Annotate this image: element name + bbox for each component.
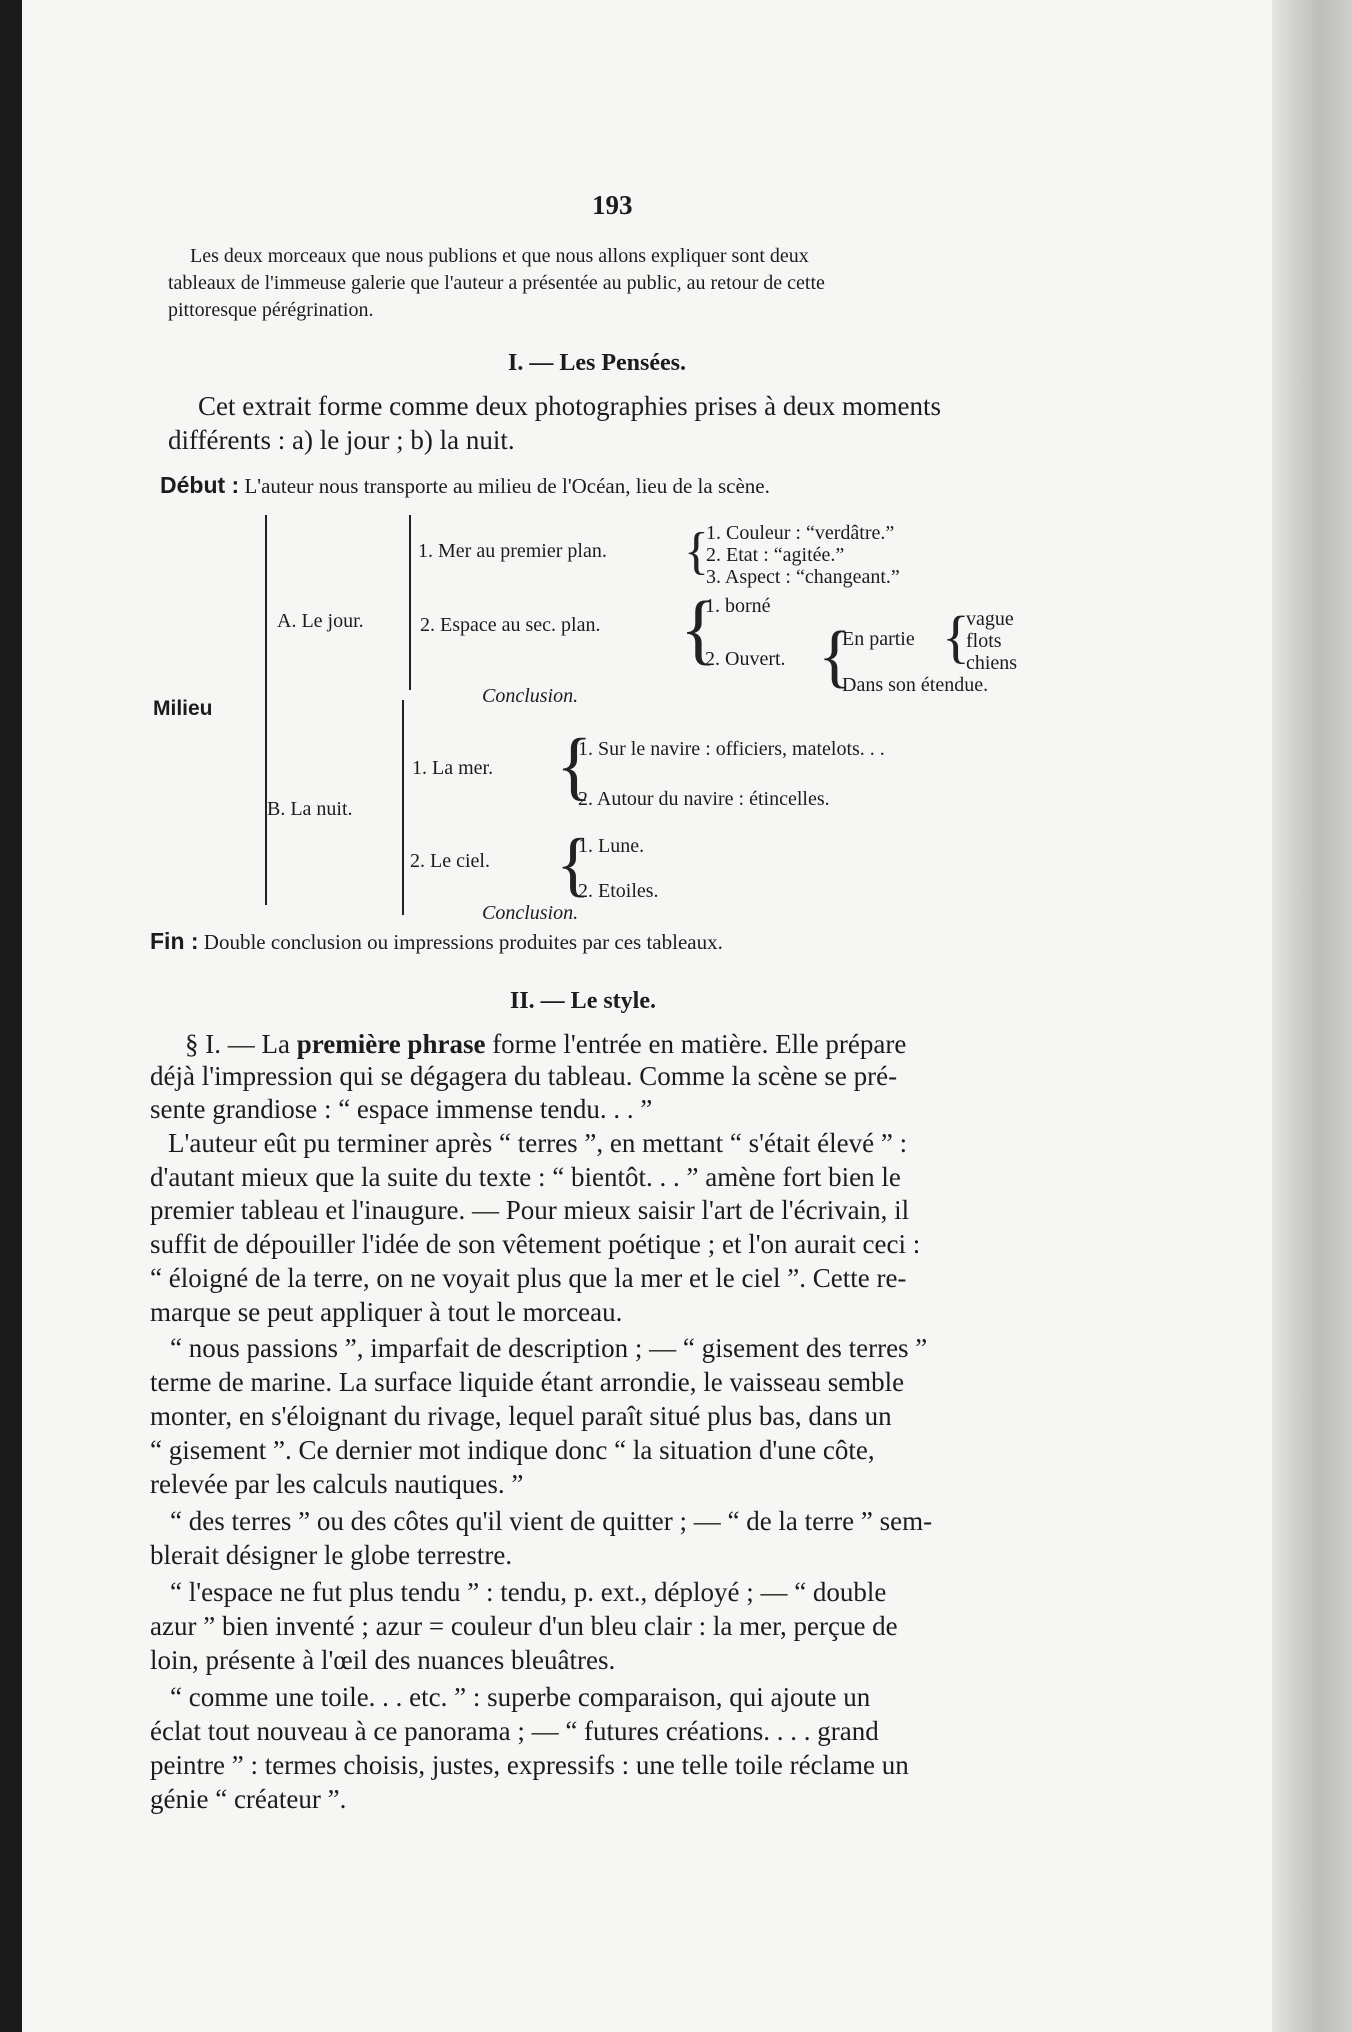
milieu-label: Milieu: [153, 697, 213, 720]
intro-line: Les deux morceaux que nous publions et que nous allons expliquer sont deux: [190, 245, 809, 267]
nuit-label: B. La nuit.: [267, 798, 353, 820]
fin-text: Double conclusion ou impressions produites par ces tableaux.: [203, 930, 723, 954]
etendue-item: Dans son étendue.: [842, 674, 989, 696]
nuit-conclusion: Conclusion.: [482, 902, 579, 924]
style-line: d'autant mieux que la suite du texte : “ bientôt. . . ” amène fort bien le: [150, 1162, 901, 1192]
style-para-rest: forme l'entrée en matière. Elle prépare: [485, 1029, 907, 1059]
brace-icon: {: [556, 724, 593, 808]
page-binding-edge: [0, 0, 22, 2032]
brace-icon: {: [684, 523, 709, 580]
intro-line: pittoresque pérégrination.: [168, 299, 374, 321]
brace-icon: {: [818, 618, 852, 695]
style-line: peintre ” : termes choisis, justes, expressifs : une telle toile réclame un: [150, 1750, 909, 1780]
mer-premier-plan: 1. Mer au premier plan.: [418, 540, 607, 562]
style-first-line: [185, 1028, 906, 1061]
style-line: marque se peut appliquer à tout le morceau.: [150, 1297, 623, 1327]
page-right-margin: [1272, 0, 1352, 2032]
style-line: “ nous passions ”, imparfait de description ; — “ gisement des terres ”: [170, 1333, 928, 1363]
style-line: “ gisement ”. Ce dernier mot indique donc “ la situation d'une côte,: [150, 1435, 875, 1465]
brace-icon: {: [942, 604, 970, 669]
debut-label: Début :: [160, 472, 240, 498]
pensees-line: différents : a) le jour ; b) la nuit.: [168, 425, 515, 455]
mer-item: 2. Etat : “agitée.”: [706, 544, 845, 566]
brace-icon: {: [680, 585, 718, 672]
style-para-prefix: § I. — La: [185, 1029, 297, 1059]
style-line: relevée par les calculs nautiques. ”: [150, 1469, 524, 1499]
en-partie-item: chiens: [966, 652, 1018, 674]
ouvert-item: 2. Ouvert.: [705, 648, 786, 670]
style-para-bold: première phrase: [296, 1029, 486, 1059]
section-title-pensees: I. — Les Pensées.: [508, 350, 686, 376]
style-line: premier tableau et l'inaugure. — Pour mieux saisir l'art de l'écrivain, il: [150, 1195, 910, 1225]
style-line: blerait désigner le globe terrestre.: [150, 1540, 513, 1570]
style-line: L'auteur eût pu terminer après “ terres ”, en mettant “ s'était élevé ” :: [168, 1128, 908, 1158]
jour-label: A. Le jour.: [277, 610, 364, 632]
style-line: “ des terres ” ou des côtes qu'il vient de quitter ; — “ de la terre ” sem-: [170, 1506, 933, 1536]
style-line: “ éloigné de la terre, on ne voyait plus que la mer et le ciel ”. Cette re-: [150, 1263, 907, 1293]
brace-icon: {: [556, 824, 591, 904]
mer-item: 1. Couleur : “verdâtre.”: [706, 522, 895, 544]
la-mer-item: 1. Sur le navire : officiers, matelots. . .: [578, 738, 885, 760]
mer-item: 3. Aspect : “changeant.”: [706, 566, 900, 588]
style-line: terme de marine. La surface liquide étant arrondie, le vaisseau semble: [150, 1367, 905, 1397]
outline-line-a: [265, 515, 267, 905]
page-number: 193: [592, 190, 633, 220]
debut-line: [160, 472, 770, 499]
debut-text: L'auteur nous transporte au milieu de l'Océan, lieu de la scène.: [244, 474, 770, 498]
outline-line-nuit: [402, 700, 404, 915]
en-partie: En partie: [842, 628, 915, 650]
jour-conclusion: Conclusion.: [482, 685, 579, 707]
le-ciel-item: 1. Lune.: [578, 835, 645, 857]
la-mer-item: 2. Autour du navire : étincelles.: [578, 788, 830, 810]
en-partie-item: vague: [966, 608, 1014, 630]
style-line: déjà l'impression qui se dégagera du tableau. Comme la scène se pré-: [150, 1061, 898, 1091]
le-ciel: 2. Le ciel.: [410, 850, 490, 872]
le-ciel-item: 2. Etoiles.: [578, 880, 659, 902]
style-line: “ l'espace ne fut plus tendu ” : tendu, p. ext., déployé ; — “ double: [170, 1577, 887, 1607]
borne-item: 1. borné: [705, 595, 771, 617]
espace-sec-plan: 2. Espace au sec. plan.: [420, 614, 601, 636]
style-line: azur ” bien inventé ; azur = couleur d'un bleu clair : la mer, perçue de: [150, 1611, 898, 1641]
style-line: sente grandiose : “ espace immense tendu. . . ”: [150, 1094, 653, 1124]
style-line: éclat tout nouveau à ce panorama ; — “ futures créations. . . . grand: [150, 1716, 879, 1746]
fin-line: [150, 928, 723, 955]
style-line: génie “ créateur ”.: [150, 1784, 347, 1814]
style-line: monter, en s'éloignant du rivage, lequel paraît situé plus bas, dans un: [150, 1401, 892, 1431]
section-title-style: II. — Le style.: [510, 988, 656, 1014]
outline-line-jour: [409, 515, 411, 690]
style-line: loin, présente à l'œil des nuances bleuâtres.: [150, 1645, 616, 1675]
intro-line: tableaux de l'immeuse galerie que l'auteur a présentée au public, au retour de cette: [168, 272, 825, 294]
fin-label: Fin :: [150, 928, 199, 954]
en-partie-item: flots: [966, 630, 1002, 652]
style-line: suffit de dépouiller l'idée de son vêtement poétique ; et l'on aurait ceci :: [150, 1229, 921, 1259]
style-line: “ comme une toile. . . etc. ” : superbe comparaison, qui ajoute un: [170, 1682, 871, 1712]
pensees-line: Cet extrait forme comme deux photographies prises à deux moments: [198, 391, 942, 421]
la-mer: 1. La mer.: [412, 757, 494, 779]
